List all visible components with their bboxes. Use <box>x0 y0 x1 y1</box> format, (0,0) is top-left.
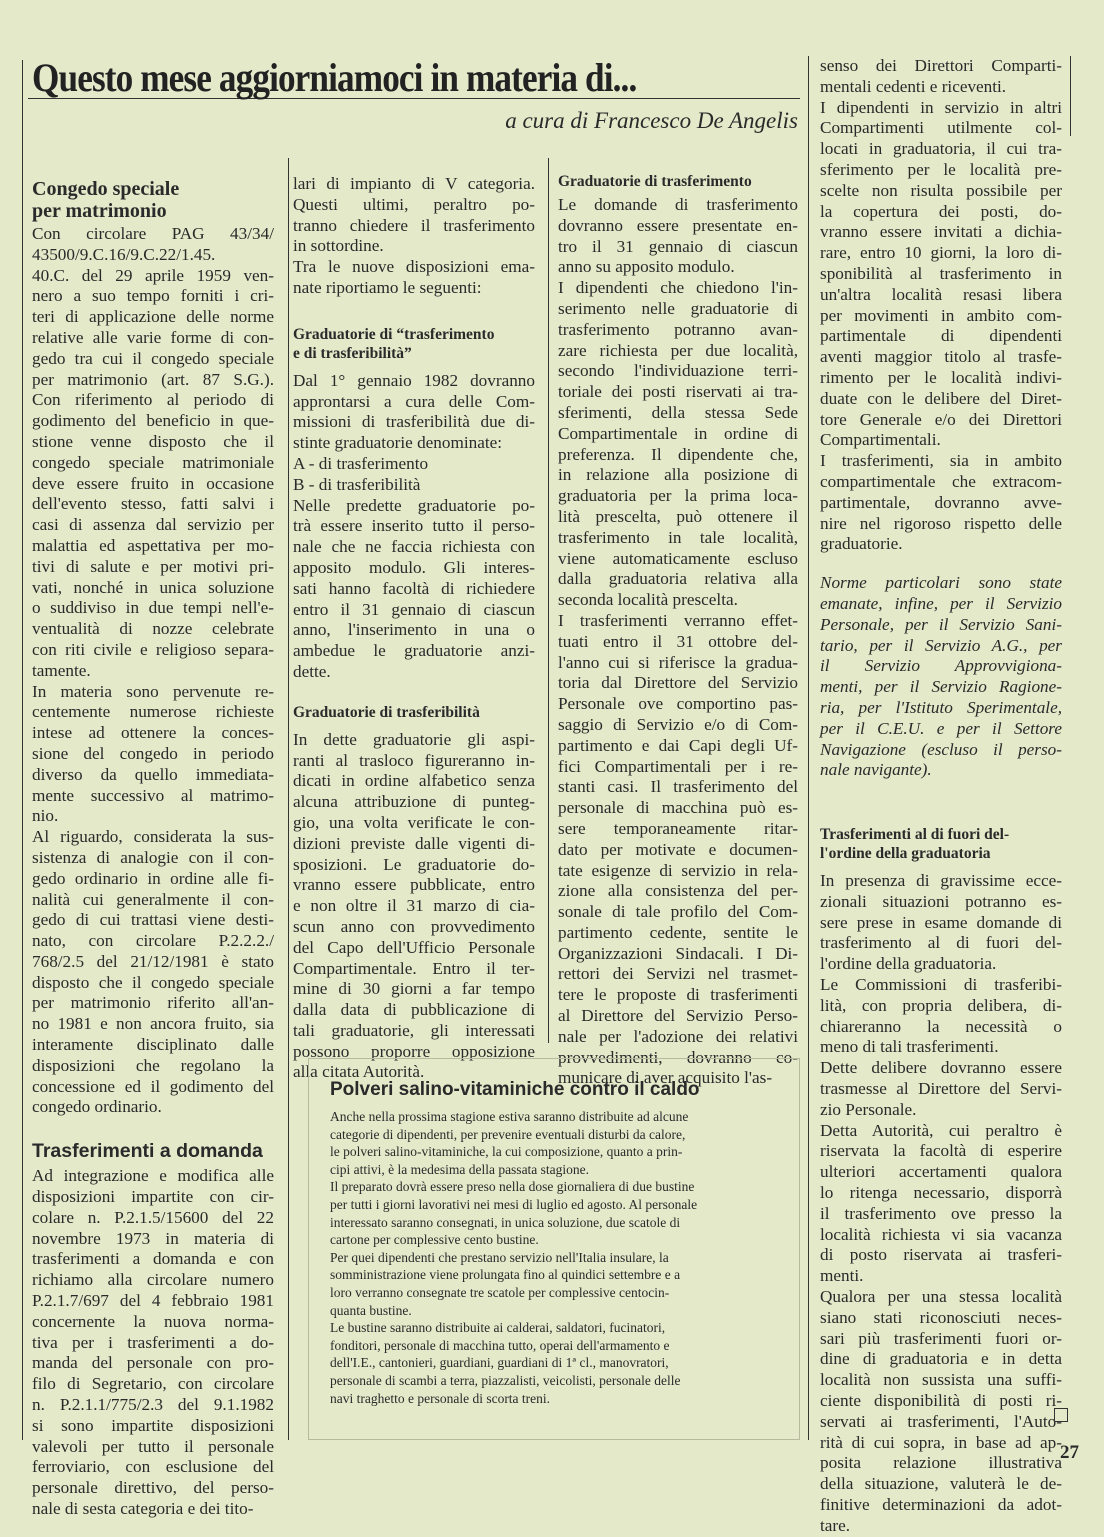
text-line: ranti al trasloco figureranno in- <box>293 750 535 770</box>
text-line: gedo ordinario in ordine alle fi- <box>32 868 274 888</box>
text-line: Qualora per una stessa località <box>820 1287 1062 1307</box>
text-line: gedo di cui trattasi viene desti- <box>32 910 274 930</box>
text-line: categorie di dipendenti, per prevenire eventuali disturbi da calore, <box>330 1126 686 1142</box>
text-line: dalla data di pubblicazione di <box>293 1000 535 1020</box>
text-line: stinte graduatorie denominate: <box>293 433 503 453</box>
text-line: trasferimenti a domanda e con <box>32 1249 274 1269</box>
text-line: le polveri salino-vitaminiche, la cui composizione, quanto a prin- <box>330 1144 683 1160</box>
text-line: disposizioni impartite con cir- <box>32 1187 274 1207</box>
text-line: sere temporaneamente ritar- <box>558 818 798 838</box>
text-line: nate riportiamo le seguenti: <box>293 277 482 297</box>
text-line: dette. <box>293 661 331 681</box>
text-line: anno, l'inserimento in una o <box>293 620 535 640</box>
text-line: novembre 1973 in materia di <box>32 1228 274 1248</box>
text-line: dizioni previste dalle vigenti di- <box>293 833 535 853</box>
text-line: nale per l'adozione dei relativi <box>558 1026 798 1046</box>
text-line: per matrimonio riferito all'an- <box>32 993 274 1013</box>
text-line: della situazione, valuterà le de- <box>820 1474 1062 1494</box>
text-line: Compartimentale in ordine di <box>558 423 798 443</box>
text-line: valevoli per tutto il personale <box>32 1436 274 1456</box>
text-line: congedo speciale matrimoniale <box>32 452 274 472</box>
text-line: 768/2.5 del 21/12/1981 è stato <box>32 951 274 971</box>
text-line: secondo l'individuazione terri- <box>558 361 798 381</box>
section-heading-fuori-graduatoria: Trasferimenti al di fuori del- l'ordine della graduatoria <box>820 826 1010 863</box>
text-line: sponibilità al trasferimento in <box>820 263 1062 283</box>
text-line: un'altra località resasi libera <box>820 284 1062 304</box>
text-line: anno su apposito modulo. <box>558 257 735 277</box>
column-4 <box>820 56 1062 1537</box>
text-line: sferimento per le località pre- <box>820 159 1062 179</box>
text-line: tro il 31 gennaio di ciascun <box>558 236 798 256</box>
body-congedo <box>32 224 274 1118</box>
text-line: sione del congedo in periodo <box>32 743 274 763</box>
text-line: dato per motivate e documen- <box>558 839 798 859</box>
text-line: Organizzazioni Sindacali. I Di- <box>558 943 798 963</box>
text-line: vati, nonché in unica soluzione <box>32 577 274 597</box>
text-line: senso dei Direttori Comparti- <box>820 56 1062 75</box>
text-line: trasmesse al Direttore del Servi- <box>820 1079 1062 1099</box>
text-line: sonale di tale profilo del Com- <box>558 902 798 922</box>
text-line: vranno essere invitati a dichia- <box>820 222 1062 242</box>
text-line: ambedue le graduatorie anzi- <box>293 641 535 661</box>
text-line: 40.C. del 29 aprile 1959 ven- <box>32 265 274 285</box>
text-line: nire nel rigoroso rispetto delle <box>820 513 1062 533</box>
text-line: nale navigante). <box>820 760 932 780</box>
text-line: Nelle predette graduatorie po- <box>293 495 535 515</box>
text-line: l'ordine della graduatoria. <box>820 954 997 974</box>
text-line: Dal 1° gennaio 1982 dovranno <box>293 370 535 390</box>
text-line: intese ad ottenere la conces- <box>32 723 274 743</box>
text-line: disposto che il congedo speciale <box>32 972 274 992</box>
text-line: siano stati riconosciuti neces- <box>820 1307 1062 1327</box>
text-line: Dette delibere dovranno essere <box>820 1058 1062 1078</box>
text-line: dine di graduatoria e in detta <box>820 1349 1062 1369</box>
text-line: finitive determinazioni da adot- <box>820 1495 1062 1514</box>
text-line: diverso da quello immediata- <box>32 764 274 784</box>
left-margin-rule <box>22 60 23 1440</box>
text-line: manda del personale con pro- <box>32 1353 274 1373</box>
text-line: si sono impartite disposizioni <box>32 1415 274 1435</box>
text-line: per il C.E.U. e per il Settore <box>820 718 1062 738</box>
text-line: o suddiviso in due tempi nell'e- <box>32 598 274 618</box>
text-line: nalità cui generalmente il con- <box>32 889 274 909</box>
text-line: Le bustine saranno distribuite ai calderai, saldatori, fucinatori, <box>330 1320 666 1336</box>
text-line: rare, entro 10 giorni, la loro di- <box>820 243 1062 263</box>
text-line: apposito modulo. Gli interes- <box>293 557 535 577</box>
text-line: rimento per le località indivi- <box>820 367 1062 387</box>
text-line: seconda località prescelta. <box>558 590 738 610</box>
text-line: quanta bustine. <box>330 1302 412 1318</box>
column-rule-1 <box>288 158 289 1440</box>
text-line: dalla graduatoria relativa alla <box>558 569 798 589</box>
text-line: rità di cui sopra, in base ad ap- <box>820 1432 1062 1452</box>
text-line: meno di tali trasferimenti. <box>820 1037 999 1057</box>
text-line: colare n. P.2.1.5/15600 del 22 <box>32 1207 274 1227</box>
text-line: Al riguardo, considerata la sus- <box>32 827 274 847</box>
text-line: interamente disciplinato dalle <box>32 1035 274 1055</box>
text-line: sposizioni. Le graduatorie do- <box>293 854 535 874</box>
text-line: posita relazione illustrativa <box>820 1453 1062 1473</box>
text-line: tiva per i trasferimenti a do- <box>32 1332 274 1352</box>
section-heading-graduatorie-trasferibilita: Graduatorie di trasferibilità <box>293 703 480 721</box>
text-line: del Capo dell'Ufficio Personale <box>293 937 535 957</box>
text-line: tore Generale e/o dei Direttori <box>820 409 1062 429</box>
text-line: n. P.2.1.1/775/2.3 del 9.1.1982 <box>32 1395 274 1415</box>
text-line: il Servizio Approvvigiona- <box>820 656 1062 676</box>
text-line: partimentale di dipendenti <box>820 326 1062 346</box>
text-line: municare di aver acquisito l'as- <box>558 1068 773 1088</box>
text-line: alla citata Autorità. <box>293 1062 425 1082</box>
column-rule-3 <box>808 56 809 1440</box>
text-line: entro il 31 gennaio di ciascun <box>293 599 535 619</box>
body-graduatorie-trasferibilita <box>293 730 535 1084</box>
body-trasferimenti-domanda <box>32 1166 274 1520</box>
text-line: Compartimentali. <box>820 430 941 450</box>
text-line: lari di impianto di V categoria. <box>293 174 535 193</box>
page-number: 27 <box>1060 1442 1079 1463</box>
text-line: gio, una volta verificate le con- <box>293 812 535 832</box>
text-line: deve essere fruito in occasione <box>32 473 274 493</box>
text-line: tamente. <box>32 660 91 680</box>
text-line: somministrazione viene prolungata fino al quindici settembre e a <box>330 1267 681 1283</box>
text-line: mine di 30 giorni a far tempo <box>293 979 535 999</box>
text-line: lità prescelta, può ottenere il <box>558 506 798 526</box>
text-line: partimento cedente, sentite le <box>558 922 798 942</box>
text-line: stanti casi. Il trasferimento del <box>558 777 798 797</box>
text-line: dell'evento stesso, fatti salvi i <box>32 494 274 514</box>
text-line: partimentale, dovranno avve- <box>820 492 1062 512</box>
text-line: chiareranno la necessità o <box>820 1016 1062 1036</box>
body-fuori-graduatoria <box>820 871 1062 1537</box>
text-line: ventualità di nozze celebrate <box>32 619 274 639</box>
text-line: per movimenti in ambito com- <box>820 305 1062 325</box>
text-line: possono proporre opposizione <box>293 1041 535 1061</box>
section-heading-trasferimenti-domanda: Trasferimenti a domanda <box>32 1140 263 1163</box>
text-line: nato, con circolare P.2.2.2./ <box>32 931 274 951</box>
text-line: mente successivo al matrimo- <box>32 785 274 805</box>
text-line: gedo tra cui il congedo speciale <box>32 348 274 368</box>
text-line: I dipendenti che chiedono l'in- <box>558 278 798 298</box>
text-line: in relazione alla posizione di <box>558 465 798 485</box>
text-line: trà essere inserito tutto il perso- <box>293 516 535 536</box>
text-line: l'anno cui si riferisce la gradua- <box>558 652 798 672</box>
text-line: Per quei dipendenti che prestano servizio nell'Italia insulare, la <box>330 1249 669 1265</box>
text-line: fici Compartimentali per i re- <box>558 756 798 776</box>
body-graduatorie-di-trasferimento <box>558 195 798 1089</box>
text-line: riservata la facoltà di esperire <box>820 1141 1062 1161</box>
text-line: tranno chiedere il trasferimento <box>293 215 535 235</box>
text-line: sari più trasferimenti fuori or- <box>820 1328 1062 1348</box>
text-line: I trasferimenti verranno effet- <box>558 610 798 630</box>
text-line: saggio di Servizio e/o di Com- <box>558 714 798 734</box>
text-line: ciente disponibilità di posti ri- <box>820 1391 1062 1411</box>
text-line: lità, con propria delibera, di- <box>820 995 1062 1015</box>
body-intro-col2 <box>293 174 535 299</box>
boxed-article-body <box>330 1108 782 1407</box>
text-line: trasferimento in tale località, <box>558 527 798 547</box>
text-line: toria dal Direttore del Servizio <box>558 673 798 693</box>
text-line: centemente numerose richieste <box>32 702 274 722</box>
note-norme-particolari <box>820 573 1062 781</box>
text-line: cipi attivi, è la medesima della passata stagione. <box>330 1161 590 1177</box>
text-line: nale di sesta categoria e dei tito- <box>32 1499 254 1519</box>
end-of-article-mark <box>1054 1408 1068 1422</box>
text-line: Tra le nuove disposizioni ema- <box>293 257 535 277</box>
text-line: trasferimento al di fuori del- <box>820 933 1062 953</box>
text-line: al Direttore del Servizio Perso- <box>558 1006 798 1026</box>
body-graduatorie-1982 <box>293 371 535 683</box>
text-line: scun anno con provvedimento <box>293 916 535 936</box>
text-line: Con riferimento al periodo di <box>32 390 274 410</box>
text-line: godimento del beneficio in que- <box>32 411 274 431</box>
text-line: casi di assenza dal servizio per <box>32 515 274 535</box>
text-line: cartone per complessive cento bustine. <box>330 1232 539 1248</box>
text-line: alcuna attribuzione di punteg- <box>293 792 535 812</box>
text-line: navi traghetto e personale di scorta treni. <box>330 1390 551 1406</box>
text-line: Con circolare PAG 43/34/ <box>32 224 274 243</box>
text-line: graduatoria per la prima loca- <box>558 486 798 506</box>
text-line: dell'I.E., cantonieri, guardiani, guardiani di 1ª cl., manovratori, <box>330 1355 669 1371</box>
text-line: I dipendenti in servizio in altri <box>820 97 1062 117</box>
text-line: concernente la nuova norma- <box>32 1311 274 1331</box>
column-rule-2 <box>548 158 549 1043</box>
text-line: dovranno essere presentate en- <box>558 215 798 235</box>
text-line: in sottordine. <box>293 236 384 256</box>
text-line: Navigazione (escluso il perso- <box>820 739 1062 759</box>
right-header-rule <box>1070 56 1071 136</box>
text-line: toriale dei posti riservati ai tra- <box>558 382 798 402</box>
text-line: ferroviario, con esclusione del <box>32 1457 274 1477</box>
text-line: località richiesta vi sia vacanza <box>820 1224 1062 1244</box>
text-line: Detta Autorità, cui peraltro è <box>820 1120 1062 1140</box>
text-line: per matrimonio (art. 87 S.G.). <box>32 369 274 389</box>
text-line: viene automaticamente escluso <box>558 548 798 568</box>
text-line: il trasferimento ove presso la <box>820 1203 1062 1223</box>
text-line: In materia sono pervenute re- <box>32 681 274 701</box>
text-line: relative alle varie forme di con- <box>32 327 274 347</box>
text-line: congedo ordinario. <box>32 1097 162 1117</box>
text-line: personale di scambi a terra, piazzalisti, veicolisti, personale delle <box>330 1372 681 1388</box>
page-headline: Questo mese aggiorniamoci in materia di... <box>32 55 637 100</box>
text-line: B - di trasferibilità <box>293 474 421 494</box>
text-line: tate esigenze di servizio in rela- <box>558 860 798 880</box>
text-line: aventi maggior titolo al trasfe- <box>820 347 1062 367</box>
text-line: di posto riservata ai trasferi- <box>820 1245 1062 1265</box>
text-line: missioni di trasferibilità due di- <box>293 412 535 432</box>
boxed-article-title: Polveri salino-vitaminiche contro il caldo <box>330 1079 700 1100</box>
text-line: Il preparato dovrà essere preso nella dose giornaliera di due bustine <box>330 1179 695 1195</box>
text-line: personale di macchina può es- <box>558 798 798 818</box>
text-line: tario, per il Servizio A.G., per <box>820 635 1062 655</box>
byline: a cura di Francesco De Angelis <box>505 108 798 133</box>
text-line: stione venne disposto che il <box>32 431 274 451</box>
text-line: ulteriori accertamenti qualora <box>820 1162 1062 1182</box>
text-line: la copertura dei posti, do- <box>820 201 1062 221</box>
text-line: menti. <box>820 1266 864 1286</box>
section-heading-congedo: Congedo speciale per matrimonio <box>32 178 180 222</box>
text-line: P.2.1.7/697 del 4 febbraio 1981 <box>32 1291 274 1311</box>
text-line: nero a suo tempo forniti i cri- <box>32 286 274 306</box>
section-heading-graduatorie-trasferimento-trasferibilita: Graduatorie di “trasferimento e di trasferibilità” <box>293 325 495 362</box>
text-line: disposizioni che regolano la <box>32 1055 274 1075</box>
text-line: vranno essere pubblicate, entro <box>293 875 535 895</box>
section-heading-graduatorie-di-trasferimento: Graduatorie di trasferimento <box>558 173 752 190</box>
text-line: sati hanno facoltà di richiedere <box>293 578 535 598</box>
text-line: In presenza di gravissime ecce- <box>820 871 1062 891</box>
text-line: Questi ultimi, peraltro po- <box>293 194 535 214</box>
text-line: Le Commissioni di trasferibi- <box>820 975 1062 995</box>
text-line: per tutti i giorni lavorativi nei mesi di luglio ed agosto. Al personale <box>330 1196 698 1212</box>
text-line: Personale ove comportino pas- <box>558 694 798 714</box>
text-line: Norme particolari sono state <box>820 573 1062 593</box>
text-line: 43500/9.C.16/9.C.22/1.45. <box>32 244 216 264</box>
text-line: dicati in ordine alfabetico senza <box>293 771 535 791</box>
body-intro-col4 <box>820 56 1062 555</box>
text-line: filo di Segretario, con circolare <box>32 1374 274 1394</box>
text-line: malattia ed aspettativa per mo- <box>32 535 274 555</box>
text-line: zionali situazioni potranno es- <box>820 891 1062 911</box>
text-line: Personale, per il Servizio Sani- <box>820 614 1062 634</box>
text-line: tuati entro il 31 ottobre del- <box>558 631 798 651</box>
text-line: lo ritenga necessario, disporrà <box>820 1183 1062 1203</box>
text-line: emanate, infine, per il Servizio <box>820 593 1062 613</box>
text-line: servati ai trasferimenti, l'Auto- <box>820 1411 1062 1431</box>
text-line: loro verranno consegnate tre scatole per complessive centocin- <box>330 1284 670 1300</box>
text-line: sere prese in esame domande di <box>820 912 1062 932</box>
column-3 <box>558 172 798 1089</box>
text-line: tali graduatorie, gli interessati <box>293 1020 535 1040</box>
text-line: compartimentale che extracom- <box>820 471 1062 491</box>
text-line: A - di trasferimento <box>293 453 429 473</box>
text-line: Compartimentale. Entro il ter- <box>293 958 535 978</box>
text-line: rettori dei Servizi nel trasmet- <box>558 964 798 984</box>
text-line: Ad integrazione e modifica alle <box>32 1166 274 1186</box>
text-line: I trasferimenti, sia in ambito <box>820 451 1062 471</box>
text-line: fonditori, personale di macchina tutto, operai dell'armamento e <box>330 1337 670 1353</box>
text-line: e non oltre il 31 marzo di cia- <box>293 896 535 916</box>
boxed-article <box>330 1078 782 1407</box>
text-line: sistenza di analogie con il con- <box>32 847 274 867</box>
text-line: graduatorie. <box>820 534 903 554</box>
text-line: Compartimenti utilmente col- <box>820 118 1062 138</box>
text-line: zare richiesta per due località, <box>558 340 798 360</box>
text-line: approntarsi a cura delle Com- <box>293 391 535 411</box>
text-line: partimento e dai Capi degli Uf- <box>558 735 798 755</box>
text-line: nio. <box>32 806 59 826</box>
text-line: personale direttivo, del perso- <box>32 1478 274 1498</box>
text-line: località non sussista una suffi- <box>820 1370 1062 1390</box>
text-line: trasferimento potranno avan- <box>558 319 798 339</box>
text-line: Anche nella prossima stagione estiva saranno distribuite ad alcune <box>330 1109 689 1124</box>
text-line: locati in graduatoria, il cui tra- <box>820 139 1062 159</box>
text-line: zione alla consistenza del per- <box>558 881 798 901</box>
text-line: scelte non risulta possibile per <box>820 180 1062 200</box>
text-line: tare. <box>820 1515 851 1535</box>
text-line: serimento nelle graduatorie di <box>558 298 798 318</box>
text-line: preferenza. Il dipendente che, <box>558 444 798 464</box>
text-line: teri di applicazione delle norme <box>32 307 274 327</box>
text-line: mentali cedenti e riceventi. <box>820 76 1007 96</box>
text-line: In dette graduatorie gli aspi- <box>293 729 535 749</box>
text-line: duate con le delibere del Diret- <box>820 388 1062 408</box>
text-line: ria, per l'Istituto Sperimentale, <box>820 697 1062 717</box>
text-line: provvedimenti, dovranno co- <box>558 1047 798 1067</box>
text-line: zio Personale. <box>820 1099 917 1119</box>
text-line: concessione ed il godimento del <box>32 1076 274 1096</box>
text-line: con riti civile e religioso separa- <box>32 639 274 659</box>
text-line: nale che ne faccia richiesta con <box>293 537 535 557</box>
text-line: tivi di salute e per motivi pri- <box>32 556 274 576</box>
text-line: tere le proposte di trasferimenti <box>558 985 798 1005</box>
text-line: interessato saranno consegnati, in unica soluzione, due scatole di <box>330 1214 681 1230</box>
text-line: sferimenti, della stessa Sede <box>558 402 798 422</box>
text-line: richiamo alla circolare numero <box>32 1270 274 1290</box>
column-1 <box>32 178 274 1520</box>
text-line: menti, per il Servizio Ragione- <box>820 677 1062 697</box>
column-2 <box>293 174 535 1083</box>
text-line: Le domande di trasferimento <box>558 195 798 214</box>
text-line: no 1981 e non ancora fruito, sia <box>32 1014 274 1034</box>
